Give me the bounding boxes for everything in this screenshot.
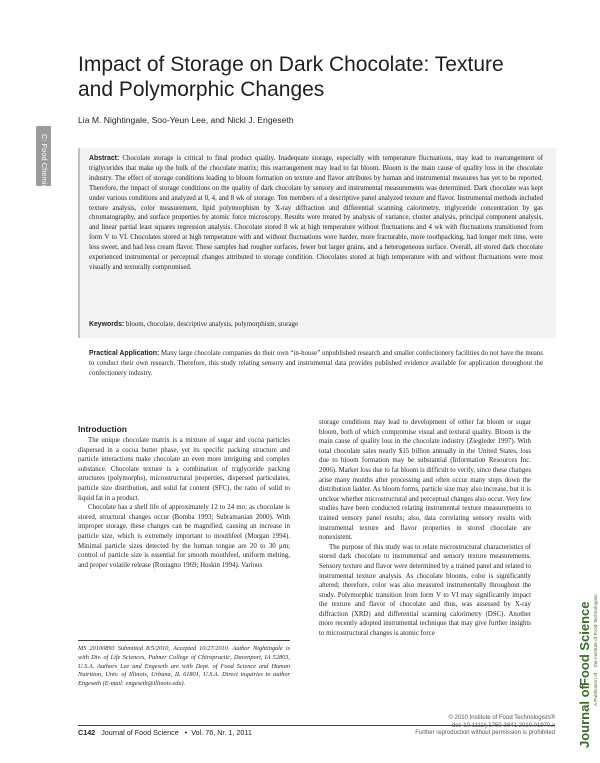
journal-name: Journal of Food Science (101, 728, 179, 737)
title-line-1: Impact of Storage on Dark Chocolate: Texture (78, 53, 504, 76)
section-tab-text: Food Chemistry (40, 143, 49, 197)
page-number: C142 (78, 728, 96, 737)
paragraph: The unique chocolate matrix is a mixture of sugar and cocoa particles dispersed in a cocoa butter phase, yet its specific packing structure and particle interactions make chocolate an even more intriguing and complex substance. Chocolate texture is a combination of triglyceride packing structures (polymorphs), microstructural properties, dispersed particulates, particle size distribution, and solid fat content (SFC), the ratio of solid to liquid fat in a product. (78, 437, 290, 502)
section-tab-letter: C: (40, 134, 49, 142)
footnote-divider (78, 640, 290, 641)
title-line-2: and Polymorphic Changes (78, 78, 325, 101)
copyright: © 2010 Institute of Food Technologists® (448, 715, 555, 721)
author-list: Lia M. Nightingale, Soo-Yeun Lee, and Nicki J. Engeseth (78, 115, 294, 125)
brand-publication-of: A Publication of (594, 672, 599, 706)
paragraph: storage conditions may lead to development of either fat bloom or sugar bloom, both of which compromise visual and textural quality. Bloom is the main cause of quality loss in the chocolate industry (Ziegleder 1997). With total chocolate sales nearly $15 billion annually in the United States, loss due to bloom formation may be substantial (Information Resources Inc. 2006). Market loss due to fat bloom is difficult to verify, since these changes arise many months after processing and often occur many steps down the distribution ladder. As bloom forms, particle size may also increase, but it is unclear whether microstructural and perceptual changes also occur. Very few studies have been conducted relating instrumental texture measurements to trained sensory panel results; also, data correlating sensory results with instrumental texture and flavor properties in stored chocolate are nonexistent. (319, 419, 531, 542)
brand-ift: the Institute of Food Technologists (594, 594, 599, 667)
column-1 (78, 436, 290, 570)
brand-journal-of: Journal of (577, 685, 592, 748)
keywords-lead: Keywords: (89, 321, 125, 328)
paragraph: The purpose of this study was to relate microstructural characteristics of stored dark chocolate to instrumental and sensory texture measurements. Sensory texture and flavor were determined by a trained panel and related to instrumental texture analysis. As chocolate blooms, color is significantly altered; therefore, color was also measured instrumentally throughout the study. Polymorphic transition from form V to VI may significantly impact the texture and flavor of chocolate and thus, was assessed by X-ray diffraction (XRD) and differential scanning calorimetry (DSC). Another more recently adopted instrumental technique that may give further insights to microstructural changes is atomic force (319, 543, 531, 638)
journal-brand-logo (559, 560, 599, 750)
footnote: MS 20100893 Submitted 8/5/2010, Accepted 10/27/2010. Author Nightingale is with Div. of Life Sciences, Palmer College of Chiropractic, Davenport, IA 52803, U.S.A. Authors Lee and Engeseth are with Dept. of Food Science and Human Nutrition, Univ. of Illinois, Urbana, IL 61801, U.S.A. Direct inquiries to author Engeseth (E-mail: engeseth@illinois.edu). (78, 645, 290, 688)
reproduction-notice: Further reproduction without permission is prohibited (415, 730, 555, 736)
practical-text: Many large chocolate companies do their own “in-house” unpublished research and smaller confectionery facilities do not have the means to conduct their own research. Therefore, this study relating sensory and instrumental data provides published evidence available for application throughout the confectionery industry. (89, 350, 543, 377)
footer-rights (388, 715, 555, 738)
practical-application (89, 349, 543, 379)
brand-food-science: Food Science (577, 601, 592, 686)
footer-citation: C142 Journal of Food Science • Vol. 76, Nr. 1, 2011 (78, 728, 252, 737)
paragraph: Chocolate has a shelf life of approximately 12 to 24 mo; as chocolate is stored, structural changes occur (Bomba 1993; Subramanian 2000). With improper storage, these changes can be magnified, causing an increase in particle size, which is extremely important to mouthfeel (Morgan 1994). Minimal particle sizes detected by the human tongue are 20 to 30 μm; control of particle size is essential for smooth mouthfeel, uniform melting, and proper volatile release (Rostagno 1969; Hoskin 1994). Various (78, 504, 290, 569)
section-tab-label (30, 134, 58, 204)
article-title (78, 52, 518, 102)
issue-info: Vol. 76, Nr. 1, 2011 (191, 728, 252, 737)
abstract (89, 154, 543, 273)
abstract-text: Chocolate storage is critical to final product quality. Inadequate storage, especially with temperature fluctuations, may lead to rearrangement of triglycerides that make up the bulk of the chocolate matrix; this rearrangement may lead to fat bloom. Bloom is the main cause of quality loss in the chocolate industry. The effect of storage conditions leading to bloom formation on texture and flavor attributes by human and instrumental measures has yet to be reported. Therefore, the impact of storage conditions on the quality of dark chocolate by sensory and instrumental measurements was determined. Dark chocolate was kept under various conditions and analyzed at 0, 4, and 8 wk of storage. Ten members of a descriptive panel analyzed texture and flavor. Instrumental methods included texture analysis, color measurement, lipid polymorphism by X-ray diffraction and differential scanning calorimetry, triglyceride concentration by gas chromatography, and surface properties by atomic force microscopy. Results were treated by analysis of variance, cluster analysis, principal component analysis, and linear partial least squares regression analysis. Chocolate stored 8 wk at high temperature without fluctuations and 4 wk with fluctuations transitioned from form V to VI. Chocolates stored at high temperature with and without fluctuations were harder, more fracturable, more toothpacking, had longer melt time, were less sweet, and had less cream flavor. These samples had rougher surfaces, fewer but larger grains, and a heterogeneous surface. Overall, all stored dark chocolate experienced instrumental or perceptual changes attributed to storage condition. Chocolates stored at high temperature with and without fluctuations were most visually and texturally compromised. (89, 155, 543, 271)
doi: doi: 10.1111/j.1750-3841.2010.01970.x (451, 722, 555, 729)
abstract-lead: Abstract: (89, 155, 120, 162)
keywords-text: bloom, chocolate, descriptive analysis, polymorphism, storage (125, 321, 299, 328)
introduction-heading: Introduction (78, 424, 127, 434)
practical-lead: Practical Application: (89, 350, 160, 357)
column-2 (319, 418, 531, 639)
keywords (89, 320, 543, 330)
